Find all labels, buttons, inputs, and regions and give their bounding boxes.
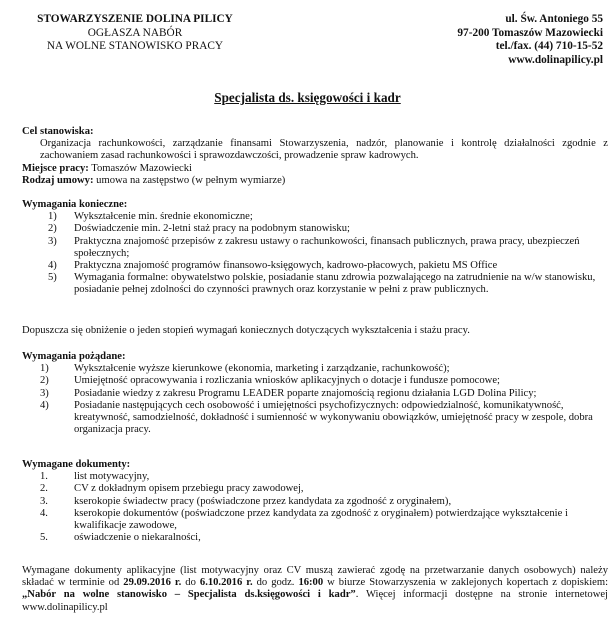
address-city: 97-200 Tomaszów Mazowiecki xyxy=(457,26,603,39)
purpose-label: Cel stanowiska: xyxy=(22,126,94,137)
required-label: Wymagania konieczne: xyxy=(22,199,128,210)
announcement-line: NA WOLNE STANOWISKO PRACY xyxy=(46,40,224,53)
preferred-label: Wymagania pożądane: xyxy=(22,351,126,362)
application-instructions: Wymagane dokumenty aplikacyjne (list motywacyjny oraz CV muszą zawierać zgodę na przetwarzanie danych osobowych) należy składać w terminie od 29.09.2016 r. do 6.10.2016 r. do godz. 16:00 w biurze Stowarzyszenia w zaklejonych kopertach z dopiskiem: „Nabór na wolne stanowisko – Specjalista ds.księgowości i kadr”. Więcej informacji dostępne na stronie internetowej www.dolinapilicy.pl xyxy=(22,565,609,613)
list-item: 2) Umiejętność opracowywania i rozliczania wniosków aplikacyjnych o dotacje i fundusze pomocowe; xyxy=(40,375,500,387)
contact-block xyxy=(457,13,603,67)
required-section xyxy=(22,199,608,297)
list-item: 5) Wymagania formalne: obywatelstwo polskie, posiadanie stanu zdrowia pozwalającego na zatrudnienie na w/w stanowisku, posiadanie pełnej zdolności do czynności prawnych oraz korzystanie w pełni z praw publicznych. xyxy=(48,272,596,296)
purpose-text: Organizacja rachunkowości, zarządzanie finansami Stowarzyszenia, nadzór, planowanie i kontrolę działalności zgodnie z zachowaniem zasad rachunkowości i sprawozdawczości, prowadzenie spraw kadrowych. xyxy=(40,138,608,162)
date-to: 6.10.2016 r. xyxy=(199,577,253,589)
announcement-line: OGŁASZA NABÓR xyxy=(87,26,183,39)
preferred-section xyxy=(22,351,608,436)
list-item: 1. list motywacyjny, xyxy=(40,471,150,483)
documents-section xyxy=(22,459,608,544)
phone-fax: tel./fax. (44) 710-15-52 xyxy=(495,40,603,53)
contract-label: Rodzaj umowy: xyxy=(22,174,94,186)
list-item: 4) Praktyczna znajomość programów finansowo-księgowych, kadrowo-płacowych, pakietu MS Office xyxy=(48,260,498,272)
place-value: Tomaszów Mazowiecki xyxy=(91,162,192,174)
purpose-section xyxy=(22,126,608,187)
organization-name: STOWARZYSZENIE DOLINA PILICY xyxy=(37,13,233,25)
envelope-subject: „Nabór na wolne stanowisko – Specjalista ds.księgowości i kadr” xyxy=(22,589,356,601)
list-item: 2) Doświadczenie min. 2-letni staż pracy na podobnym stanowisku; xyxy=(48,223,350,235)
list-item: 2. CV z dokładnym opisem przebiegu pracy zawodowej, xyxy=(40,483,304,495)
list-item: 4. kserokopie dokumentów (poświadczone przez kandydata za zgodność z oryginałem) potwierdzające wykształcenie i kwalifikacje zawodowe, xyxy=(40,507,568,532)
list-item: 1) Wykształcenie wyższe kierunkowe (ekonomia, marketing i zarządzanie, rachunkowość); xyxy=(40,363,450,375)
address-street: ul. Św. Antoniego 55 xyxy=(505,13,603,25)
list-item: 5. oświadczenie o niekaralności, xyxy=(40,532,201,544)
required-note: Dopuszcza się obniżenie o jeden stopień wymagań koniecznych dotyczących wykształcenia i stażu pracy. xyxy=(22,325,470,336)
list-item: 3. kserokopie świadectw pracy (poświadczone przez kandydata za zgodność z oryginałem), xyxy=(40,495,452,507)
place-label: Miejsce pracy: xyxy=(22,162,89,174)
list-item: 3) Posiadanie wiedzy z zakresu Programu LEADER poparte znajomością regionu działania LGD Dolina Pilicy; xyxy=(40,387,537,399)
contract-value: umowa na zastępstwo (w pełnym wymiarze) xyxy=(96,174,286,186)
documents-label: Wymagane dokumenty: xyxy=(22,459,131,470)
contract-row xyxy=(22,175,608,187)
deadline-hour: 16:00 xyxy=(298,577,324,589)
list-item: 1) Wykształcenie min. średnie ekonomiczne; xyxy=(48,211,253,223)
place-row xyxy=(22,163,608,175)
date-from: 29.09.2016 r. xyxy=(123,577,182,589)
job-title: Specjalista ds. księgowości i kadr xyxy=(214,90,401,105)
list-item: 4) Posiadanie następujących cech osobowość i umiejętności psychofizycznych: odpowiedzialność, komunikatywność, kreatywność, samodzielność, dokładność i sumienność w wykonywaniu obowiązków, umiejętność pracy w zespole, dobra organizacja pracy. xyxy=(40,399,593,436)
organization-header xyxy=(22,13,248,54)
list-item: 3) Praktyczna znajomość przepisów z zakresu ustawy o rachunkowości, finansach publicznych, prawa pracy, ubezpieczeń społecznych; xyxy=(48,235,580,259)
website: www.dolinapilicy.pl xyxy=(508,53,603,66)
